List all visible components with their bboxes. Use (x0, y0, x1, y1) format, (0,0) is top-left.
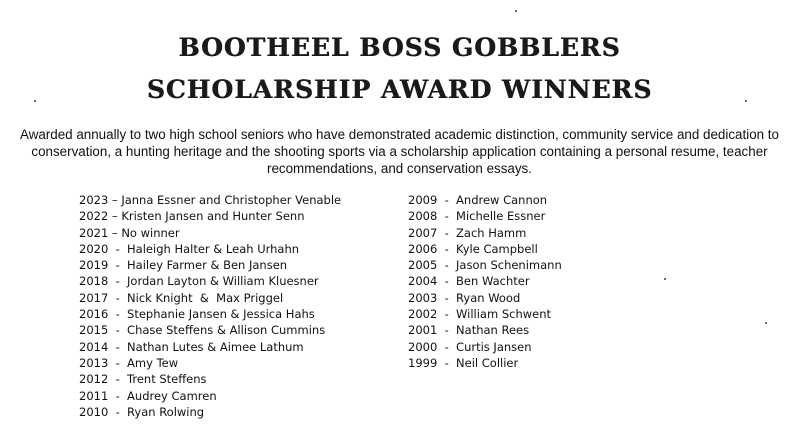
scan-speck (745, 100, 747, 102)
winner-entry: 1999 - Neil Collier (408, 355, 519, 370)
winner-entry: 2009 - Andrew Cannon (408, 193, 548, 207)
winner-entry: 2016 - Stephanie Jansen & Jessica Hahs (79, 307, 315, 322)
scan-speck (515, 10, 517, 12)
winner-entry: 2000 - Curtis Jansen (408, 339, 532, 354)
winner-entry: 2020 - Haleigh Halter & Leah Urhahn (79, 241, 300, 256)
winner-entry: 2021 – No winner (79, 225, 180, 240)
winner-entry: 2003 - Ryan Wood (408, 290, 521, 305)
scan-speck (664, 278, 666, 280)
winner-entry: 2015 - Chase Steffens & Allison Cummins (79, 323, 326, 338)
winner-entry: 2019 - Hailey Farmer & Ben Jansen (79, 258, 288, 273)
winner-entry: 2013 - Amy Tew (79, 355, 179, 370)
winner-entry: 2007 - Zach Hamm (408, 225, 527, 240)
winner-entry: 2008 - Michelle Essner (408, 209, 546, 224)
winner-entry: 2005 - Jason Schenimann (408, 258, 562, 273)
winner-entry: 2011 - Audrey Camren (79, 388, 217, 403)
winner-entry: 2022 – Kristen Jansen and Hunter Senn (79, 209, 305, 224)
winners-list-left (79, 192, 341, 420)
winner-entry: 2023 – Janna Essner and Christopher Venable (79, 193, 342, 207)
scan-speck (34, 100, 36, 102)
winner-entry: 2002 - William Schwent (408, 307, 552, 322)
winner-entry: 2006 - Kyle Campbell (408, 241, 538, 256)
award-description: Awarded annually to two high school seniors who have demonstrated academic distinction, community service and dedication to conservation, a hunting heritage and the shooting sports via a scholarship application containing a personal resume, teacher recommendations, and conservation essays. (20, 127, 779, 176)
winner-entry: 2001 - Nathan Rees (408, 323, 530, 338)
winner-entry: 2018 - Jordan Layton & William Kluesner (79, 274, 319, 289)
winner-entry: 2014 - Nathan Lutes & Aimee Lathum (79, 339, 304, 354)
winner-entry: 2010 - Ryan Rolwing (79, 404, 205, 419)
scan-speck (765, 322, 767, 324)
winner-entry: 2017 - Nick Knight & Max Priggel (79, 290, 284, 305)
page-title-line-1: BOOTHEEL BOSS GOBBLERS (178, 33, 621, 62)
page-title-line-2: SCHOLARSHIP AWARD WINNERS (146, 75, 653, 104)
winner-entry: 2012 - Trent Steffens (79, 372, 207, 387)
winners-list-right (408, 192, 562, 371)
winner-entry: 2004 - Ben Wachter (408, 274, 530, 289)
